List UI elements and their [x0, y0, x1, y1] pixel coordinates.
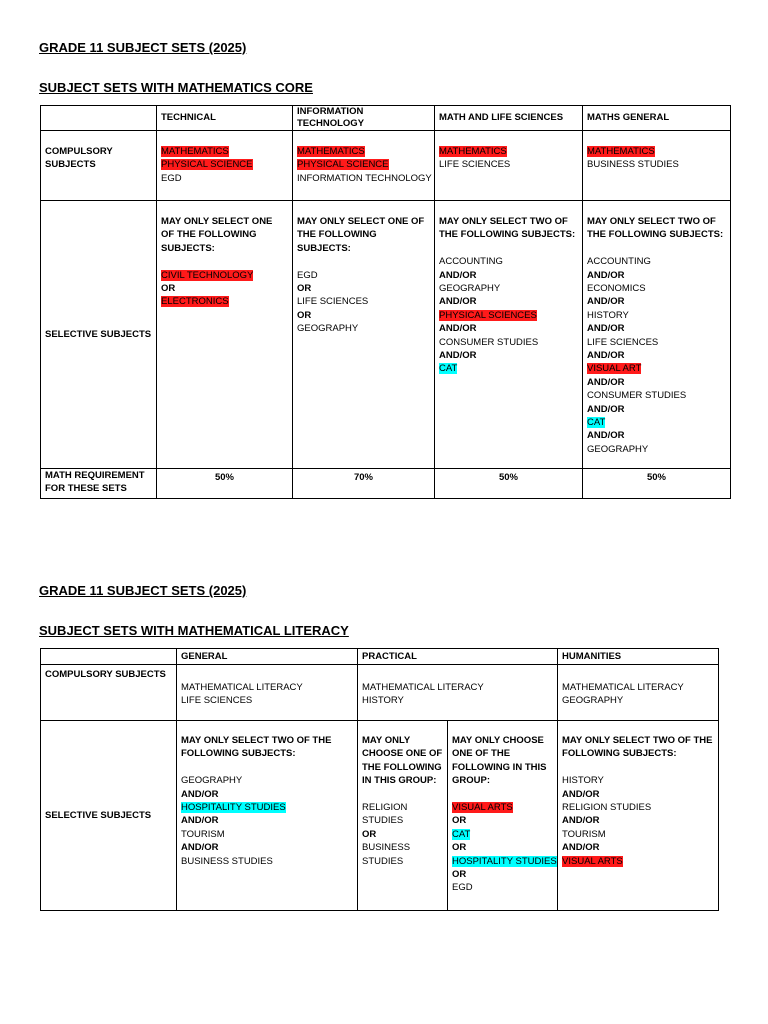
- selective-subject: ACCOUNTING: [587, 256, 651, 268]
- compulsory-subject: PHYSICAL SCIENCE: [161, 159, 253, 171]
- humanities-compulsory-cell: [558, 665, 719, 721]
- connector-word: OR: [161, 283, 176, 295]
- selective-subject: CAT: [452, 828, 471, 840]
- selection-instruction: MAY ONLY CHOOSE ONE OF THE FOLLOWING IN THIS GROUP:: [452, 735, 547, 787]
- connector-word: AND/OR: [562, 788, 600, 800]
- selective-subject: VISUAL ARTS: [452, 802, 513, 814]
- selective-subject: CAT: [587, 417, 606, 429]
- selective-subject: ELECTRONICS: [161, 296, 229, 308]
- connector-word: AND/OR: [587, 269, 625, 281]
- connector-word: AND/OR: [439, 323, 477, 335]
- selection-instruction: MAY ONLY SELECT TWO OF THE FOLLOWING SUBJECTS:: [181, 735, 332, 760]
- technical-math-requirement: 50%: [157, 469, 293, 499]
- section-subtitle-maths-core: SUBJECT SETS WITH MATHEMATICS CORE: [39, 80, 313, 95]
- connector-word: OR: [297, 309, 312, 321]
- row-label-selective: SELECTIVE SUBJECTS: [41, 201, 157, 469]
- connector-word: OR: [362, 828, 377, 840]
- connector-word: OR: [297, 283, 312, 295]
- selection-instruction: MAY ONLY SELECT ONE OF THE FOLLOWING SUBJECTS:: [161, 216, 273, 254]
- selective-subject: ACCOUNTING: [439, 256, 503, 268]
- selective-subject: HOSPITALITY STUDIES: [181, 802, 286, 814]
- mls-selective-cell: [435, 201, 583, 469]
- connector-word: OR: [452, 842, 467, 854]
- corner-cell: [41, 106, 157, 131]
- compulsory-subject: MATHEMATICAL LITERACY: [362, 682, 484, 693]
- selective-subject: GEOGRAPHY: [181, 775, 243, 787]
- technical-compulsory-cell: [157, 131, 293, 201]
- it-math-requirement: 70%: [293, 469, 435, 499]
- it-compulsory-cell: [293, 131, 435, 201]
- connector-word: AND/OR: [587, 376, 625, 388]
- connector-word: AND/OR: [181, 815, 219, 827]
- general-selective-cell: [583, 201, 731, 469]
- selective-subject: EGD: [452, 882, 473, 894]
- connector-word: OR: [452, 869, 467, 881]
- compulsory-subject: HISTORY: [362, 695, 404, 707]
- corner-cell: [41, 649, 177, 665]
- connector-word: AND/OR: [587, 430, 625, 442]
- connector-word: AND/OR: [587, 323, 625, 335]
- selection-instruction: MAY ONLY SELECT ONE OF THE FOLLOWING SUBJECTS:: [297, 216, 425, 254]
- selective-subject: CAT: [439, 363, 458, 375]
- selection-instruction: MAY ONLY SELECT TWO OF THE FOLLOWING SUBJECTS:: [439, 216, 576, 241]
- selective-subject: GEOGRAPHY: [439, 283, 501, 295]
- maths-core-table: [40, 105, 731, 499]
- mls-math-requirement: 50%: [435, 469, 583, 499]
- selective-subject: RELIGION STUDIES: [562, 802, 652, 814]
- selective-subject: VISUAL ART: [587, 363, 642, 375]
- selective-subject: BUSINESS STUDIES: [181, 855, 273, 867]
- practical-group1-selective-cell: [358, 721, 448, 911]
- selective-subject: PHYSICAL SCIENCES: [439, 309, 537, 321]
- compulsory-subject: MATHEMATICS: [587, 146, 655, 157]
- selective-subject: LIFE SCIENCES: [297, 296, 369, 308]
- practical-compulsory-cell: [358, 665, 558, 721]
- general-compulsory-cell: [583, 131, 731, 201]
- it-selective-cell: [293, 201, 435, 469]
- connector-word: AND/OR: [439, 269, 477, 281]
- selective-subject: RELIGION STUDIES: [362, 802, 408, 827]
- connector-word: OR: [452, 815, 467, 827]
- selective-subject: TOURISM: [181, 828, 225, 840]
- compulsory-subject: MATHEMATICS: [297, 146, 365, 157]
- selection-instruction: MAY ONLY SELECT TWO OF THE FOLLOWING SUBJECTS:: [587, 216, 724, 241]
- column-header-math-life-sciences: MATH AND LIFE SCIENCES: [435, 106, 583, 131]
- humanities-selective-cell: [558, 721, 719, 911]
- compulsory-subject: BUSINESS STUDIES: [587, 159, 679, 171]
- compulsory-subject: INFORMATION TECHNOLOGY: [297, 172, 432, 184]
- compulsory-subject: GEOGRAPHY: [562, 695, 624, 707]
- connector-word: AND/OR: [587, 350, 625, 362]
- compulsory-subject: EGD: [161, 172, 182, 184]
- section-subtitle-math-literacy: SUBJECT SETS WITH MATHEMATICAL LITERACY: [39, 623, 349, 638]
- row-label-compulsory: COMPULSORY SUBJECTS: [41, 131, 157, 201]
- general-compulsory-cell: [177, 665, 358, 721]
- page-title: GRADE 11 SUBJECT SETS (2025): [39, 40, 247, 55]
- compulsory-subject: PHYSICAL SCIENCE: [297, 159, 389, 171]
- column-header-humanities: HUMANITIES: [558, 649, 719, 665]
- compulsory-subject: LIFE SCIENCES: [439, 159, 511, 171]
- compulsory-subject: MATHEMATICAL LITERACY: [181, 682, 303, 693]
- connector-word: AND/OR: [181, 842, 219, 854]
- column-header-maths-general: MATHS GENERAL: [583, 106, 731, 131]
- selective-subject: CIVIL TECHNOLOGY: [161, 269, 254, 281]
- connector-word: AND/OR: [587, 403, 625, 415]
- connector-word: AND/OR: [587, 296, 625, 308]
- row-label-math-requirement: MATH REQUIREMENT FOR THESE SETS: [41, 469, 157, 499]
- column-header-technical: TECHNICAL: [157, 106, 293, 131]
- selective-subject: HISTORY: [562, 775, 604, 787]
- page-title-2: GRADE 11 SUBJECT SETS (2025): [39, 583, 247, 598]
- selective-subject: BUSINESS STUDIES: [362, 842, 411, 867]
- connector-word: AND/OR: [181, 788, 219, 800]
- connector-word: AND/OR: [562, 842, 600, 854]
- selective-subject: HOSPITALITY STUDIES: [452, 855, 557, 867]
- connector-word: AND/OR: [439, 350, 477, 362]
- selection-instruction: MAY ONLY SELECT TWO OF THE FOLLOWING SUBJECTS:: [562, 735, 713, 760]
- column-header-general: GENERAL: [177, 649, 358, 665]
- selective-subject: GEOGRAPHY: [297, 323, 359, 335]
- selective-subject: EGD: [297, 269, 318, 281]
- compulsory-subject: MATHEMATICS: [161, 146, 229, 157]
- column-header-practical: PRACTICAL: [358, 649, 558, 665]
- general-math-requirement: 50%: [583, 469, 731, 499]
- selective-subject: TOURISM: [562, 828, 606, 840]
- math-literacy-table: [40, 648, 719, 911]
- column-header-information-technology: INFORMATION TECHNOLOGY: [293, 106, 435, 131]
- row-label-selective: SELECTIVE SUBJECTS: [41, 721, 177, 911]
- selective-subject: CONSUMER STUDIES: [439, 336, 539, 348]
- selection-instruction: MAY ONLY CHOOSE ONE OF THE FOLLOWING IN THIS GROUP:: [362, 735, 443, 787]
- selective-subject: VISUAL ARTS: [562, 855, 623, 867]
- selective-subject: HISTORY: [587, 309, 629, 321]
- selective-subject: CONSUMER STUDIES: [587, 390, 687, 402]
- technical-selective-cell: [157, 201, 293, 469]
- mls-compulsory-cell: [435, 131, 583, 201]
- practical-group2-selective-cell: [448, 721, 558, 911]
- general-selective-cell: [177, 721, 358, 911]
- compulsory-subject: LIFE SCIENCES: [181, 695, 253, 707]
- connector-word: AND/OR: [439, 296, 477, 308]
- row-label-compulsory: COMPULSORY SUBJECTS: [41, 665, 177, 721]
- selective-subject: GEOGRAPHY: [587, 443, 649, 455]
- compulsory-subject: MATHEMATICAL LITERACY: [562, 682, 684, 693]
- selective-subject: LIFE SCIENCES: [587, 336, 659, 348]
- connector-word: AND/OR: [562, 815, 600, 827]
- compulsory-subject: MATHEMATICS: [439, 146, 507, 157]
- selective-subject: ECONOMICS: [587, 283, 646, 295]
